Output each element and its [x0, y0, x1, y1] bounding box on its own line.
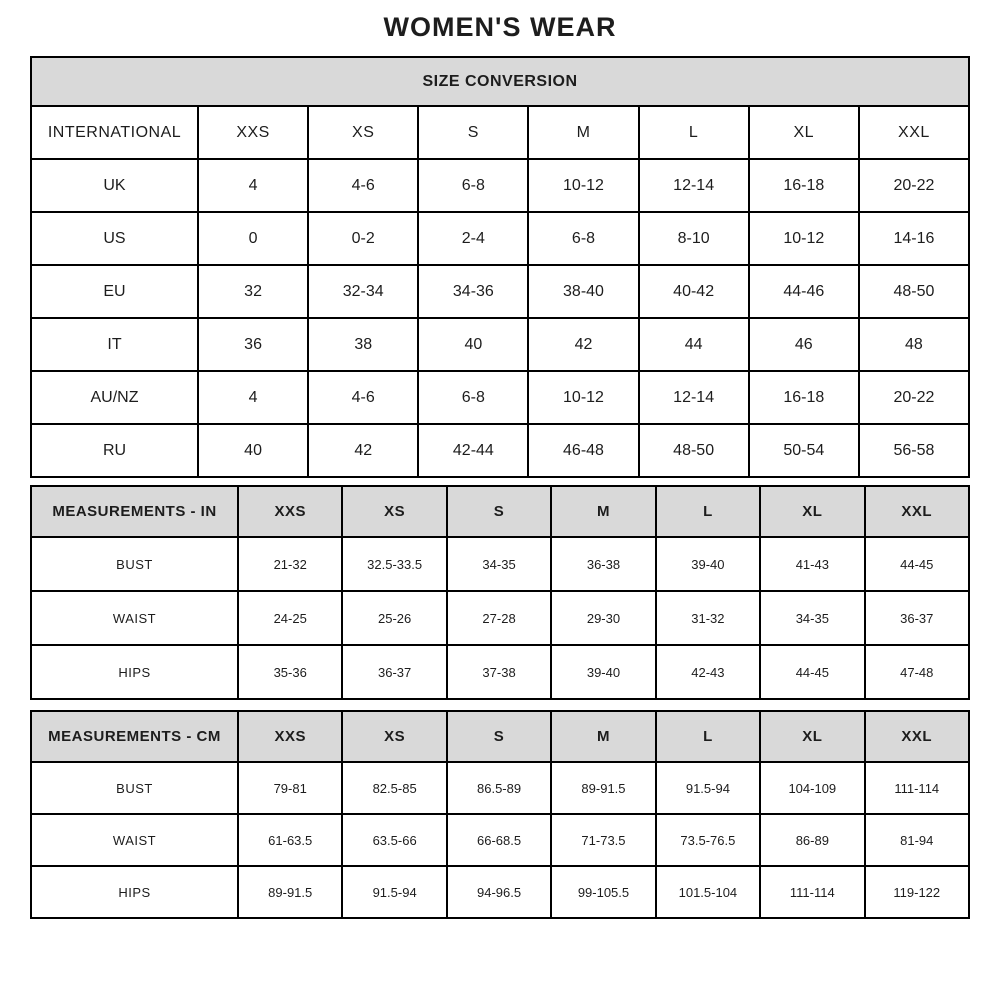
table-row-bust-in — [31, 537, 969, 591]
size-value-cell: 46-48 — [528, 424, 638, 477]
row-label: EU — [31, 265, 198, 318]
column-header: XS — [308, 106, 418, 159]
measurement-value-cell: 36-38 — [551, 537, 655, 591]
size-value-cell: 4 — [198, 371, 308, 424]
size-value-cell: 40-42 — [639, 265, 749, 318]
column-header: L — [639, 106, 749, 159]
measurement-value-cell: 27-28 — [447, 591, 551, 645]
size-value-cell: 0-2 — [308, 212, 418, 265]
measurement-value-cell: 104-109 — [760, 762, 864, 814]
table-title-row — [31, 57, 969, 106]
size-value-cell: 10-12 — [528, 371, 638, 424]
measurement-value-cell: 44-45 — [865, 537, 969, 591]
size-value-cell: 50-54 — [749, 424, 859, 477]
size-value-cell: 36 — [198, 318, 308, 371]
size-value-cell: 48-50 — [639, 424, 749, 477]
size-value-cell: 10-12 — [528, 159, 638, 212]
measurement-value-cell: 36-37 — [342, 645, 446, 699]
size-value-cell: 32 — [198, 265, 308, 318]
size-value-cell: 40 — [198, 424, 308, 477]
row-label: US — [31, 212, 198, 265]
measurements-in-title: MEASUREMENTS - IN — [31, 486, 238, 537]
measurement-value-cell: 79-81 — [238, 762, 342, 814]
size-value-cell: 46 — [749, 318, 859, 371]
size-value-cell: 48-50 — [859, 265, 969, 318]
measurement-value-cell: 29-30 — [551, 591, 655, 645]
table-row-hips-in — [31, 645, 969, 699]
measurements-in-header-row — [31, 486, 969, 537]
measurement-value-cell: 47-48 — [865, 645, 969, 699]
size-value-cell: 4-6 — [308, 159, 418, 212]
column-header: XXL — [865, 711, 969, 762]
measurement-value-cell: 86-89 — [760, 814, 864, 866]
table-row-ru — [31, 424, 969, 477]
size-value-cell: 2-4 — [418, 212, 528, 265]
column-header: L — [656, 486, 760, 537]
row-label: RU — [31, 424, 198, 477]
table-row-eu — [31, 265, 969, 318]
measurement-value-cell: 81-94 — [865, 814, 969, 866]
size-value-cell: 12-14 — [639, 371, 749, 424]
table-row-hips-cm — [31, 866, 969, 918]
measurements-in-table — [30, 485, 970, 700]
measurement-value-cell: 111-114 — [760, 866, 864, 918]
column-header: XS — [342, 486, 446, 537]
row-label: IT — [31, 318, 198, 371]
size-value-cell: 20-22 — [859, 371, 969, 424]
table-row-uk — [31, 159, 969, 212]
column-header: XXS — [238, 711, 342, 762]
measurement-value-cell: 73.5-76.5 — [656, 814, 760, 866]
measurement-value-cell: 82.5-85 — [342, 762, 446, 814]
measurement-value-cell: 34-35 — [447, 537, 551, 591]
measurement-value-cell: 34-35 — [760, 591, 864, 645]
measurement-value-cell: 61-63.5 — [238, 814, 342, 866]
size-value-cell: 56-58 — [859, 424, 969, 477]
measurement-value-cell: 111-114 — [865, 762, 969, 814]
size-value-cell: 4 — [198, 159, 308, 212]
column-header: XXS — [198, 106, 308, 159]
size-value-cell: 8-10 — [639, 212, 749, 265]
table-row-it — [31, 318, 969, 371]
row-label: WAIST — [31, 814, 238, 866]
measurement-value-cell: 35-36 — [238, 645, 342, 699]
column-header: XXS — [238, 486, 342, 537]
column-header: XXL — [859, 106, 969, 159]
column-header: S — [418, 106, 528, 159]
row-label: AU/NZ — [31, 371, 198, 424]
size-value-cell: 44-46 — [749, 265, 859, 318]
column-header: XS — [342, 711, 446, 762]
measurement-value-cell: 42-43 — [656, 645, 760, 699]
row-label: WAIST — [31, 591, 238, 645]
measurement-value-cell: 89-91.5 — [551, 762, 655, 814]
size-value-cell: 0 — [198, 212, 308, 265]
size-value-cell: 40 — [418, 318, 528, 371]
column-header: M — [551, 711, 655, 762]
measurement-value-cell: 39-40 — [551, 645, 655, 699]
column-header: L — [656, 711, 760, 762]
column-header: XL — [760, 711, 864, 762]
size-value-cell: 20-22 — [859, 159, 969, 212]
column-header-row — [31, 106, 969, 159]
measurement-value-cell: 41-43 — [760, 537, 864, 591]
size-value-cell: 6-8 — [528, 212, 638, 265]
column-header: XXL — [865, 486, 969, 537]
measurement-value-cell: 39-40 — [656, 537, 760, 591]
size-conversion-table — [30, 56, 970, 478]
size-value-cell: 16-18 — [749, 371, 859, 424]
size-value-cell: 6-8 — [418, 159, 528, 212]
size-value-cell: 10-12 — [749, 212, 859, 265]
size-value-cell: 48 — [859, 318, 969, 371]
measurement-value-cell: 91.5-94 — [656, 762, 760, 814]
size-value-cell: 6-8 — [418, 371, 528, 424]
measurement-value-cell: 91.5-94 — [342, 866, 446, 918]
size-value-cell: 4-6 — [308, 371, 418, 424]
measurement-value-cell: 24-25 — [238, 591, 342, 645]
column-header: M — [528, 106, 638, 159]
table-row-bust-cm — [31, 762, 969, 814]
size-value-cell: 42-44 — [418, 424, 528, 477]
size-conversion-title: SIZE CONVERSION — [31, 57, 969, 106]
page-title: WOMEN'S WEAR — [383, 12, 617, 42]
measurements-cm-table — [30, 710, 970, 919]
measurement-value-cell: 89-91.5 — [238, 866, 342, 918]
column-header: XL — [749, 106, 859, 159]
column-header: S — [447, 486, 551, 537]
column-header: INTERNATIONAL — [31, 106, 198, 159]
size-value-cell: 32-34 — [308, 265, 418, 318]
size-value-cell: 38 — [308, 318, 418, 371]
measurement-value-cell: 36-37 — [865, 591, 969, 645]
measurements-cm-title: MEASUREMENTS - CM — [31, 711, 238, 762]
table-row-waist-in — [31, 591, 969, 645]
measurements-cm-header-row — [31, 711, 969, 762]
measurement-value-cell: 44-45 — [760, 645, 864, 699]
size-value-cell: 44 — [639, 318, 749, 371]
size-value-cell: 12-14 — [639, 159, 749, 212]
measurement-value-cell: 66-68.5 — [447, 814, 551, 866]
measurement-value-cell: 31-32 — [656, 591, 760, 645]
row-label: HIPS — [31, 645, 238, 699]
measurement-value-cell: 99-105.5 — [551, 866, 655, 918]
size-value-cell: 42 — [528, 318, 638, 371]
measurement-value-cell: 63.5-66 — [342, 814, 446, 866]
table-row-us — [31, 212, 969, 265]
row-label: BUST — [31, 762, 238, 814]
size-value-cell: 42 — [308, 424, 418, 477]
table-row-aunz — [31, 371, 969, 424]
column-header: XL — [760, 486, 864, 537]
size-value-cell: 38-40 — [528, 265, 638, 318]
row-label: UK — [31, 159, 198, 212]
row-label: HIPS — [31, 866, 238, 918]
measurement-value-cell: 21-32 — [238, 537, 342, 591]
measurement-value-cell: 37-38 — [447, 645, 551, 699]
measurement-value-cell: 32.5-33.5 — [342, 537, 446, 591]
size-value-cell: 16-18 — [749, 159, 859, 212]
measurement-value-cell: 86.5-89 — [447, 762, 551, 814]
table-row-waist-cm — [31, 814, 969, 866]
column-header: S — [447, 711, 551, 762]
measurement-value-cell: 71-73.5 — [551, 814, 655, 866]
measurement-value-cell: 25-26 — [342, 591, 446, 645]
row-label: BUST — [31, 537, 238, 591]
size-value-cell: 14-16 — [859, 212, 969, 265]
size-value-cell: 34-36 — [418, 265, 528, 318]
measurement-value-cell: 119-122 — [865, 866, 969, 918]
column-header: M — [551, 486, 655, 537]
measurement-value-cell: 94-96.5 — [447, 866, 551, 918]
measurement-value-cell: 101.5-104 — [656, 866, 760, 918]
